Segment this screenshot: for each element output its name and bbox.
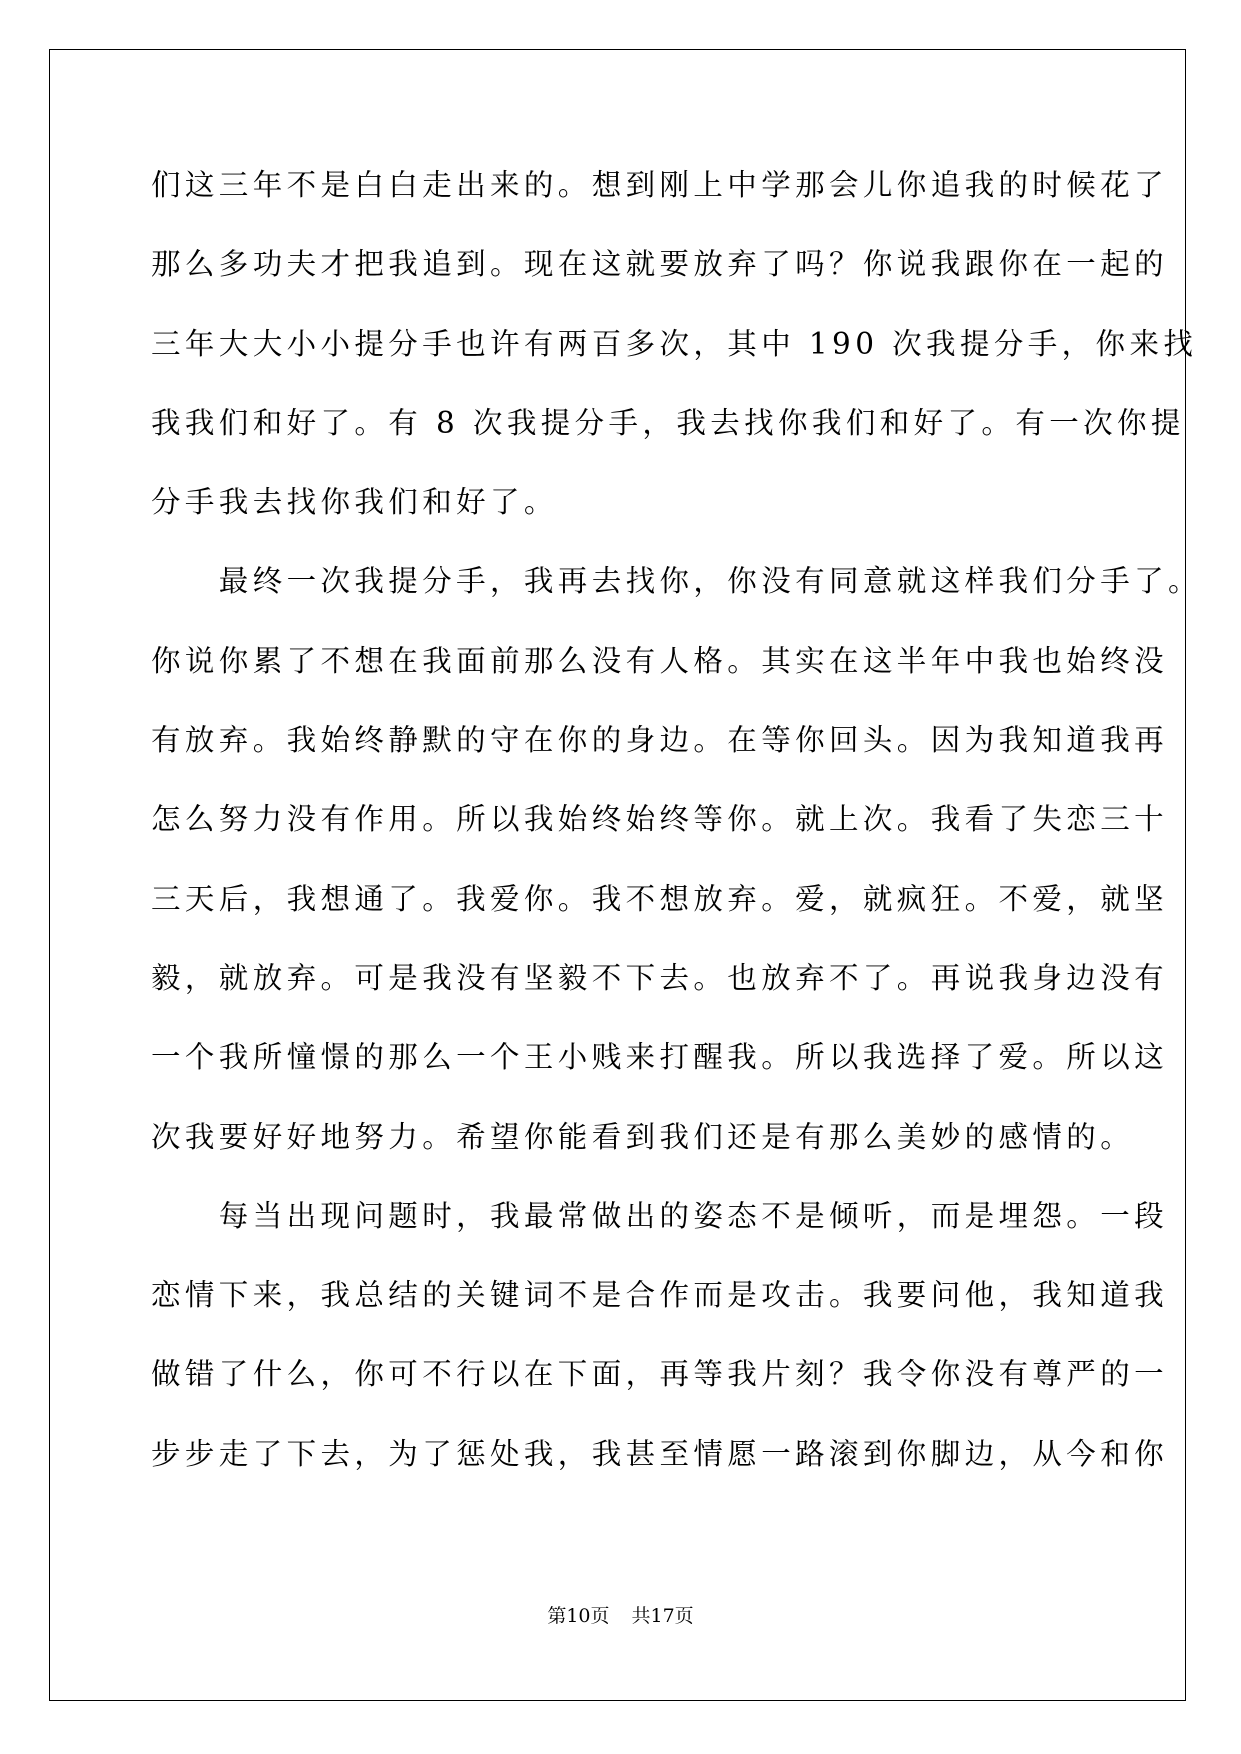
text-line-3: 三年大大小小提分手也许有两百多次，其中 190 次我提分手，你来找 <box>151 326 1198 361</box>
text-line-11: 毅，就放弃。可是我没有坚毅不下去。也放弃不了。再说我身边没有 <box>151 960 1169 995</box>
current-page-number: 第10页 <box>547 1605 610 1627</box>
text-line-6: 最终一次我提分手，我再去找你，你没有同意就这样我们分手了。 <box>151 564 1202 599</box>
text-line-17: 步步走了下去，为了惩处我，我甚至情愿一路滚到你脚边，从今和你 <box>151 1436 1169 1471</box>
text-line-8: 有放弃。我始终静默的守在你的身边。在等你回头。因为我知道我再 <box>151 723 1169 758</box>
text-line-16: 做错了什么，你可不行以在下面，再等我片刻？我令你没有尊严的一 <box>151 1357 1169 1392</box>
text-line-15: 恋情下来，我总结的关键词不是合作而是攻击。我要问他，我知道我 <box>151 1278 1169 1313</box>
total-page-count: 共17页 <box>631 1605 694 1627</box>
text-line-14: 每当出现问题时，我最常做出的姿态不是倾听，而是埋怨。一段 <box>151 1198 1169 1233</box>
body-text <box>151 146 1202 1494</box>
text-line-7: 你说你累了不想在我面前那么没有人格。其实在这半年中我也始终没 <box>151 643 1169 678</box>
text-line-4: 我我们和好了。有 8 次我提分手，我去找你我们和好了。有一次你提 <box>151 405 1185 440</box>
text-line-10: 三天后，我想通了。我爱你。我不想放弃。爱，就疯狂。不爱，就坚 <box>151 881 1169 916</box>
text-line-12: 一个我所憧憬的那么一个王小贱来打醒我。所以我选择了爱。所以这 <box>151 1040 1169 1075</box>
text-line-13: 次我要好好地努力。希望你能看到我们还是有那么美妙的感情的。 <box>151 1119 1135 1154</box>
text-line-5: 分手我去找你我们和好了。 <box>151 485 558 520</box>
text-line-2: 那么多功夫才把我追到。现在这就要放弃了吗？你说我跟你在一起的 <box>151 247 1169 282</box>
page-footer <box>0 1603 1241 1629</box>
text-line-1: 们这三年不是白白走出来的。想到刚上中学那会儿你追我的时候花了 <box>151 168 1169 202</box>
text-line-9: 怎么努力没有作用。所以我始终始终等你。就上次。我看了失恋三十 <box>151 802 1169 837</box>
